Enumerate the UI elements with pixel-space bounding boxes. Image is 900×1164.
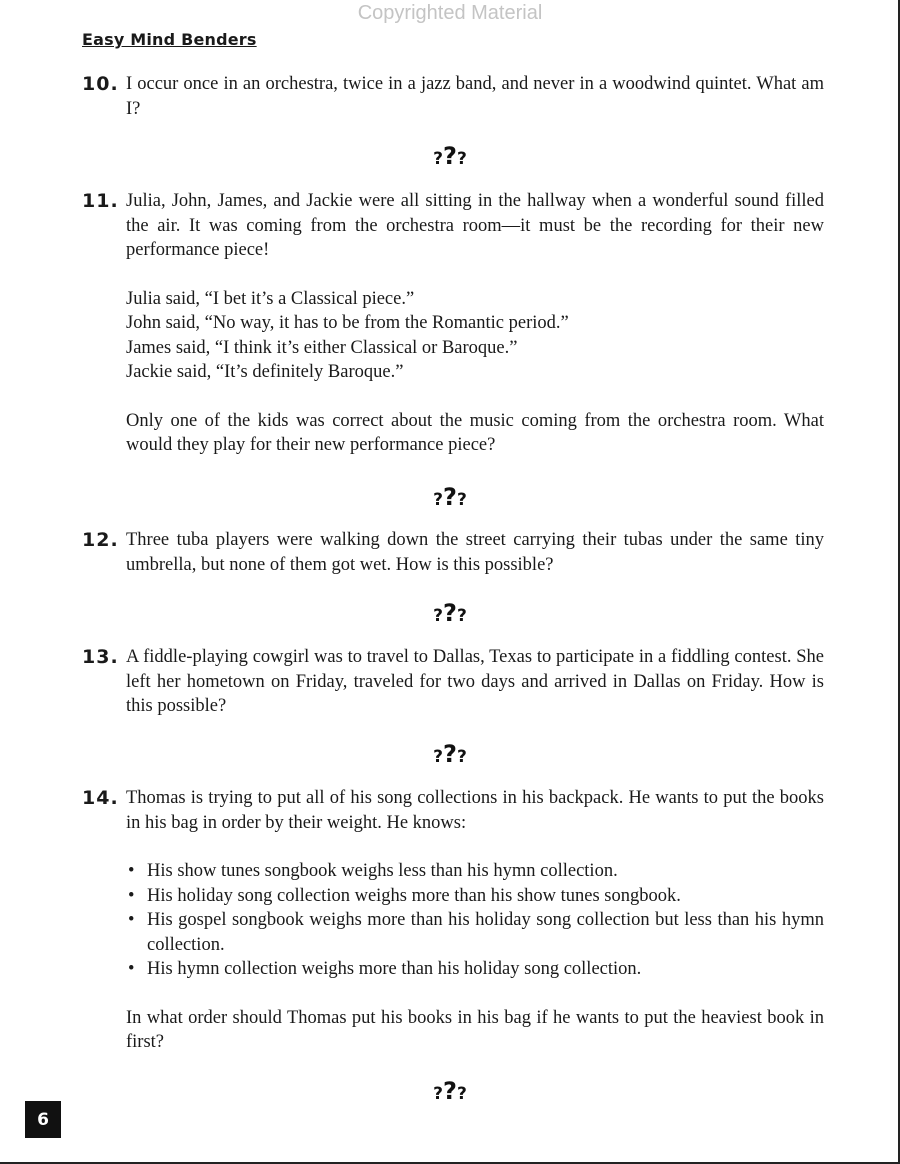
question-closing: Only one of the kids was correct about the music coming from the orchestra room. What would they play for their new performance piece? — [126, 410, 824, 455]
quote-line: James said, “I think it’s either Classical or Baroque.” — [126, 337, 518, 358]
question-number: 10. — [82, 73, 119, 95]
question-text: Three tuba players were walking down the street carrying their tubas under the same tiny umbrella, but none of them got wet. How is this possible? — [126, 530, 824, 575]
question-closing: In what order should Thomas put his books in his bag if he wants to put the heaviest book in first? — [126, 1007, 824, 1052]
page-number: 6 — [25, 1101, 61, 1138]
quote-line: Jackie said, “It’s definitely Baroque.” — [126, 362, 404, 382]
clue-list — [126, 859, 824, 982]
list-item: • His hymn collection weighs more than his holiday song collection. — [147, 957, 824, 982]
question-separator: ??? — [433, 599, 467, 627]
question-text: I occur once in an orchestra, twice in a jazz band, and never in a woodwind quintet. What am I? — [126, 74, 824, 119]
question-text: Julia, John, James, and Jackie were all sitting in the hallway when a wonderful sound filled the air. It was coming from the orchestra room—it must be the recording for their new performance piece! — [126, 191, 824, 260]
question-11 — [82, 189, 824, 458]
question-separator: ??? — [433, 142, 467, 170]
question-number: 13. — [82, 646, 119, 668]
bullet-icon: • — [128, 910, 135, 930]
question-separator: ??? — [433, 483, 467, 511]
list-item: • His gospel songbook weighs more than his holiday song collection but less than his hymn collection. — [128, 910, 824, 955]
question-number: 12. — [82, 529, 119, 551]
question-separator: ??? — [433, 740, 467, 768]
copyright-watermark: Copyrighted Material — [357, 2, 543, 24]
bullet-icon: • — [128, 959, 135, 979]
question-14 — [82, 786, 824, 1055]
section-title: Easy Mind Benders — [82, 30, 257, 49]
list-item: • His holiday song collection weighs more than his show tunes songbook. — [147, 884, 824, 909]
question-13 — [82, 645, 824, 719]
quote-line: Julia said, “I bet it’s a Classical piece.” — [126, 288, 415, 309]
bullet-icon: • — [128, 861, 135, 881]
question-number: 11. — [82, 190, 119, 212]
question-text: Thomas is trying to put all of his song collections in his backpack. He wants to put the books in his bag in order by their weight. He knows: — [126, 788, 824, 833]
question-10 — [82, 72, 824, 121]
question-12 — [82, 528, 824, 577]
question-separator: ??? — [433, 1077, 467, 1105]
question-number: 14. — [82, 787, 119, 809]
bullet-icon: • — [128, 885, 135, 906]
quote-line: John said, “No way, it has to be from the Romantic period.” — [126, 313, 569, 333]
list-item: • His show tunes songbook weighs less than his hymn collection. — [147, 859, 824, 884]
question-text: A fiddle-playing cowgirl was to travel to Dallas, Texas to participate in a fiddling contest. She left her hometown on Friday, traveled for two days and arrived in Dallas on Friday. How is this possible? — [126, 647, 824, 716]
